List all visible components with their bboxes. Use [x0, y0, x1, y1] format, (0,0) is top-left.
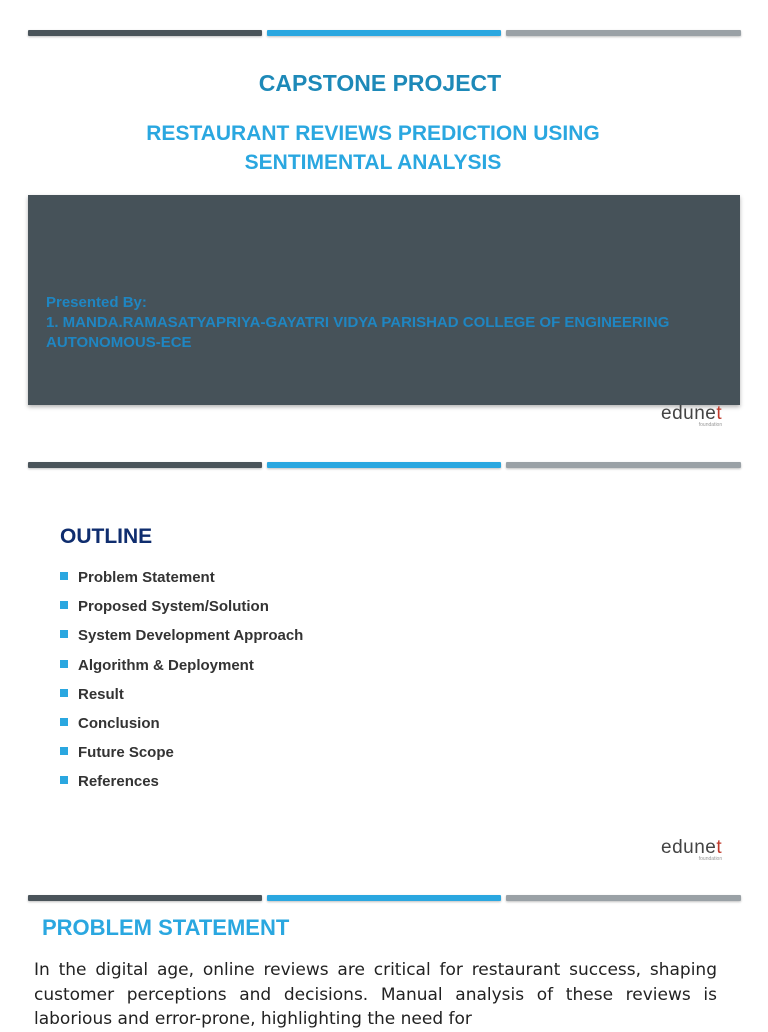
outline-heading: OUTLINE [60, 525, 153, 548]
accent-bar-blue [267, 30, 501, 36]
list-item: Future Scope [60, 743, 303, 772]
accent-bar-dark [28, 895, 262, 901]
accent-bar-gray [506, 30, 741, 36]
problem-statement-body: In the digital age, online reviews are critical for restaurant success, shaping customer perceptions and decisions. Manual analysis of these reviews is laborious and error-prone, highlighting the need for [34, 960, 717, 1029]
slide-title [0, 0, 768, 450]
presenter-info [46, 293, 726, 353]
edunet-logo: edunet foundation [661, 403, 723, 428]
square-bullet-icon [60, 630, 68, 638]
accent-bar-gray [506, 462, 741, 468]
list-item: Proposed System/Solution [60, 597, 303, 626]
logo-tagline: foundation [698, 856, 723, 862]
square-bullet-icon [60, 660, 68, 668]
square-bullet-icon [60, 572, 68, 580]
accent-bar-blue [267, 462, 501, 468]
list-item: Conclusion [60, 714, 303, 743]
presenter-line-2: AUTONOMOUS-ECE [46, 334, 192, 351]
accent-bar-dark [28, 30, 262, 36]
logo-tagline: foundation [698, 422, 723, 428]
list-item: Result [60, 685, 303, 714]
presenter-panel [28, 195, 740, 405]
list-item: Algorithm & Deployment [60, 656, 303, 685]
square-bullet-icon [60, 689, 68, 697]
problem-statement-heading: PROBLEM STATEMENT [42, 915, 290, 940]
list-item: Problem Statement [60, 568, 303, 597]
list-item: References [60, 772, 303, 801]
list-item: System Development Approach [60, 626, 303, 655]
outline-accent-bars [28, 462, 741, 468]
top-accent-bars [28, 30, 741, 36]
presented-by-label: Presented By: [46, 294, 147, 311]
problem-accent-bars [28, 895, 741, 901]
square-bullet-icon [60, 718, 68, 726]
square-bullet-icon [60, 747, 68, 755]
accent-bar-blue [267, 895, 501, 901]
presenter-line-1: 1. MANDA.RAMASATYAPRIYA-GAYATRI VIDYA PARISHAD COLLEGE OF ENGINEERING [46, 314, 670, 331]
outline-list [60, 568, 303, 802]
accent-bar-gray [506, 895, 741, 901]
edunet-logo: edunet foundation [661, 837, 723, 862]
slide-subtitle [60, 119, 686, 177]
accent-bar-dark [28, 462, 262, 468]
subtitle-line-1: RESTAURANT REVIEWS PREDICTION USING [146, 122, 600, 145]
square-bullet-icon [60, 776, 68, 784]
square-bullet-icon [60, 601, 68, 609]
subtitle-line-2: SENTIMENTAL ANALYSIS [244, 151, 502, 174]
slide-title-heading: CAPSTONE PROJECT [258, 70, 502, 96]
